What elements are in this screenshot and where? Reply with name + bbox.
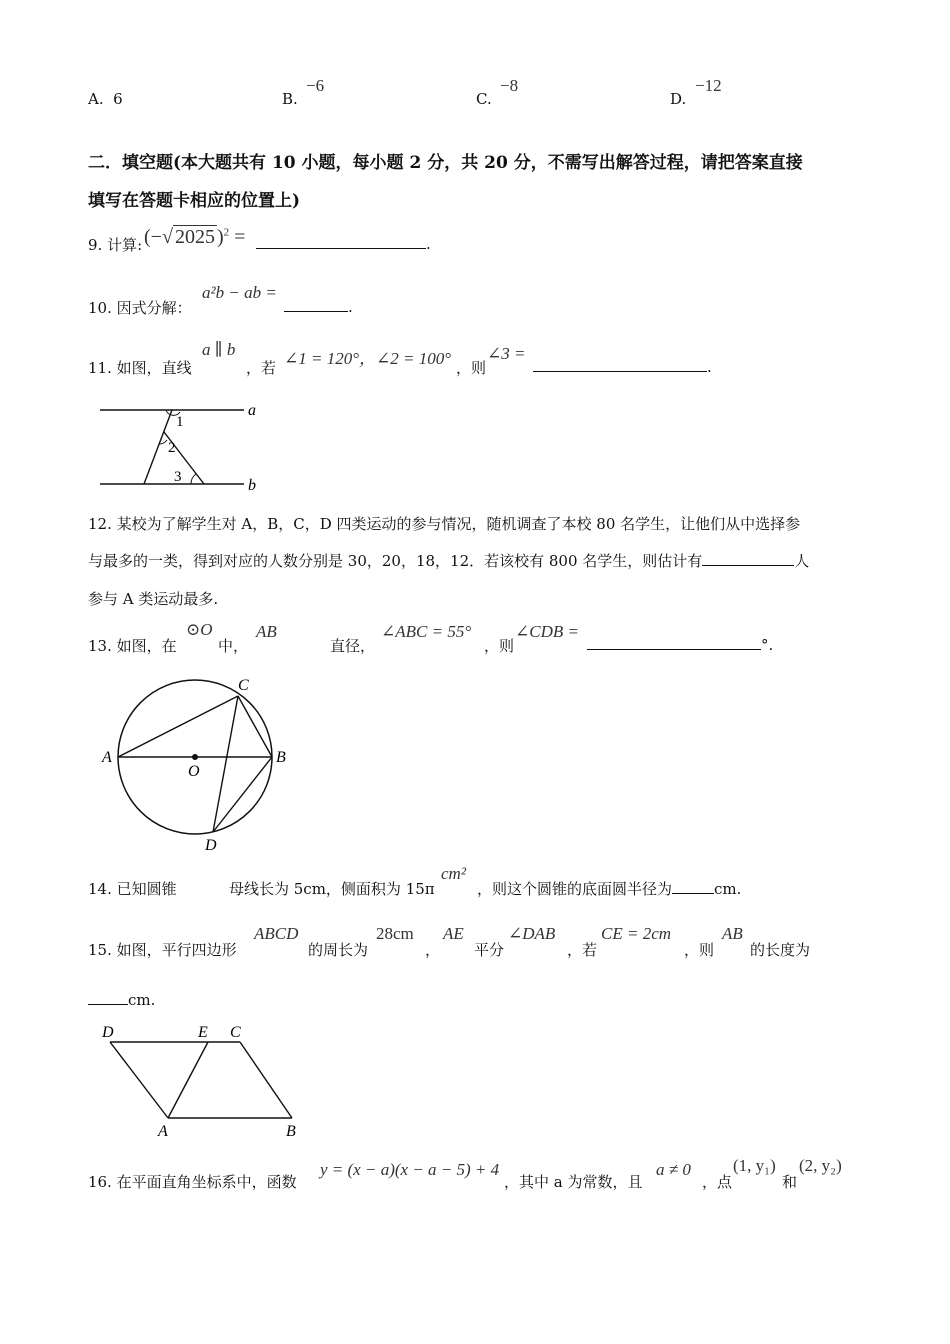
q15-unit: cm. [128, 991, 156, 1009]
question-11 [88, 357, 192, 378]
q10-text: 因式分解： [116, 299, 192, 317]
option-c-label: C. [476, 90, 492, 108]
option-b-value: −6 [306, 76, 325, 95]
q9-close: ) [216, 226, 224, 248]
angle-3-arc [191, 474, 196, 484]
q9-number: 9. [88, 236, 103, 254]
label-A: A [158, 1123, 168, 1140]
segment-cd [213, 696, 238, 832]
label-A: A [102, 749, 112, 766]
label-angle-1: 1 [176, 414, 184, 430]
q9-period: . [426, 235, 431, 253]
q13-figure [96, 672, 296, 856]
label-E: E [198, 1024, 208, 1041]
q15-answer-blank[interactable] [88, 990, 128, 1005]
question-16 [88, 1171, 297, 1192]
q15-math-perimeter: 28cm [376, 924, 414, 943]
q10-number: 10. [88, 299, 112, 317]
label-O: O [188, 763, 200, 780]
segment-ae [168, 1042, 208, 1118]
q9-radicand: 2025 [174, 226, 215, 248]
q9-open: (− [144, 226, 162, 248]
q14-unit: cm. [714, 880, 742, 898]
q12-line-2 [88, 550, 809, 571]
segment-db [213, 757, 272, 832]
q15-text-6: ，则 [684, 941, 715, 959]
q9-text: 计算: [107, 236, 143, 254]
q14-math-unit: cm² [441, 864, 466, 883]
q15-text-4: 平分 [474, 941, 505, 959]
q16-math-function: y = (x − a)(x − a − 5) + 4 [320, 1160, 500, 1179]
q14-text-3 [477, 878, 741, 899]
option-d [670, 90, 686, 108]
question-13 [88, 635, 177, 656]
q9-math [144, 226, 245, 249]
option-a-value: 6 [113, 90, 123, 108]
segment-cb [238, 696, 272, 757]
label-angle-3: 3 [174, 469, 182, 485]
q14-answer-blank[interactable] [672, 879, 714, 894]
q15-text-5: ，若 [567, 941, 598, 959]
segment-ac [118, 696, 238, 757]
q13-math-angle-abc: ∠ABC = 55° [381, 622, 472, 641]
q16-number: 16. [88, 1173, 112, 1191]
label-D: D [205, 837, 217, 854]
q12-line-1: 12. 某校为了解学生对 A，B，C，D 四类运动的参与情况，随机调查了本校 80 名学生，让他们从中选择参 [88, 515, 801, 533]
label-C: C [238, 677, 249, 694]
q11-math-angle3: ∠3 = [487, 344, 526, 363]
q9-exponent: 2 [223, 226, 230, 239]
label-C: C [230, 1024, 241, 1041]
q12-line-3: 参与 A 类运动最多. [88, 590, 219, 608]
q13-math-angle-cdb: ∠CDB = [515, 622, 579, 641]
q11-text-1: 如图，直线 [116, 359, 192, 377]
q11-text-3: ，则 [456, 359, 487, 377]
q15-math-ae: AE [443, 924, 464, 943]
q14-text-3-content: ，则这个圆锥的底面圆半径为 [477, 880, 673, 898]
q15-math-ce: CE = 2cm [601, 924, 672, 943]
q16-text-3: ，点 [702, 1173, 733, 1191]
q11-math-angles: ∠1 = 120°，∠2 = 100° [284, 349, 452, 368]
q11-period: . [707, 358, 712, 376]
q16-math-point-2: (2, y₂) [799, 1156, 842, 1175]
section-heading: 二．填空题(本大题共有 10 小题，每小题 2 分，共 20 分，不需写出解答过程，请把答案直接 [88, 153, 803, 173]
option-d-value: −12 [695, 76, 722, 95]
q12-line-2a: 与最多的一类，得到对应的人数分别是 30，20，18，12．若该校有 800 名学生，则估计有 [88, 552, 703, 570]
q16-text-1: 在平面直角坐标系中，函数 [116, 1173, 297, 1191]
q14-number: 14. [88, 880, 112, 898]
q15-text-7: 的长度为 [750, 941, 811, 959]
option-c [476, 90, 492, 108]
q10-answer-blank[interactable] [284, 297, 353, 316]
q12-answer-blank[interactable] [702, 551, 794, 566]
side-da [110, 1042, 168, 1118]
label-b: b [248, 477, 256, 494]
q11-figure [92, 398, 272, 498]
q15-text-3: ， [425, 941, 441, 959]
label-B: B [286, 1123, 296, 1140]
q9-equals: = [234, 226, 246, 248]
q10-period: . [348, 298, 353, 316]
question-10 [88, 297, 192, 318]
q15-text-1: 如图，平行四边形 [116, 941, 237, 959]
q13-math-circle: ⊙O [186, 620, 213, 639]
q15-math-ab: AB [722, 924, 743, 943]
q16-text-4: 和 [782, 1173, 798, 1191]
option-a [88, 90, 123, 108]
q15-math-abcd: ABCD [254, 924, 299, 943]
q13-text-2: 中， [218, 637, 249, 655]
section-heading-2: 填写在答题卡相应的位置上) [88, 191, 301, 211]
q15-text-2: 的周长为 [308, 941, 369, 959]
option-c-value: −8 [500, 76, 519, 95]
label-D: D [102, 1024, 114, 1041]
q11-math-parallel: a ∥ b [202, 340, 236, 359]
option-a-label: A. [88, 90, 104, 108]
q14-text-2: 母线长为 5cm，侧面积为 15π [229, 880, 435, 898]
q13-math-ab: AB [256, 622, 277, 641]
side-cb [240, 1042, 292, 1118]
q13-answer-blank[interactable] [587, 635, 773, 654]
label-a: a [248, 402, 256, 419]
q15-math-angle-dab: ∠DAB [508, 924, 556, 943]
label-angle-2: 2 [168, 440, 176, 456]
q13-text-4: ，则 [484, 637, 515, 655]
q11-answer-blank[interactable] [533, 357, 712, 376]
option-b-label: B. [282, 90, 298, 108]
q11-number: 11. [88, 359, 112, 377]
q11-text-2: ，若 [246, 359, 277, 377]
q15-figure [96, 1018, 310, 1142]
q13-end: °. [761, 636, 774, 654]
q10-math: a²b − ab = [202, 283, 277, 302]
q13-text-1: 如图，在 [116, 637, 177, 655]
label-B: B [276, 749, 286, 766]
option-b [282, 90, 298, 108]
q9-answer-blank[interactable] [256, 234, 431, 253]
sqrt-icon: √ [161, 226, 173, 248]
center-point [192, 754, 198, 760]
question-9 [88, 234, 142, 255]
q12-line-2b: 人 [794, 552, 810, 570]
q16-text-2: ，其中 a 为常数，且 [504, 1173, 643, 1191]
q13-text-3: 直径， [330, 637, 376, 655]
q15-number: 15. [88, 941, 112, 959]
q14-text-1: 已知圆锥 [116, 880, 177, 898]
question-14 [88, 878, 177, 899]
question-15 [88, 939, 237, 960]
option-d-label: D. [670, 90, 687, 108]
q16-math-point-1: (1, y₁) [733, 1156, 776, 1175]
q13-number: 13. [88, 637, 112, 655]
q16-math-condition: a ≠ 0 [656, 1160, 691, 1179]
q15-answer-line [88, 990, 155, 1009]
